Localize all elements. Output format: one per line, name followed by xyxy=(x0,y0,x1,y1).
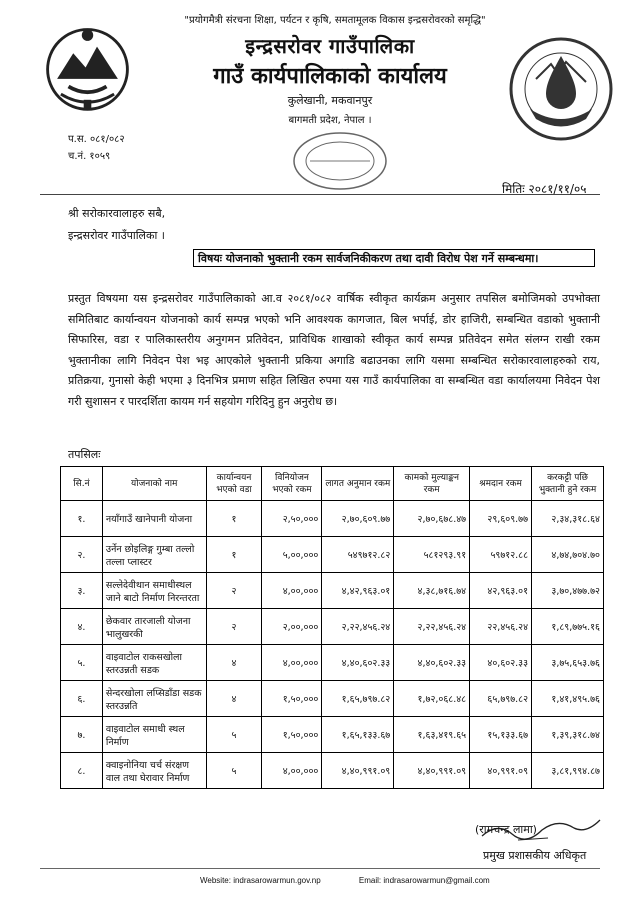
column-header: विनियोजन भएको रकम xyxy=(262,467,322,501)
table-cell: १,४१,४९५.७६ xyxy=(532,681,604,717)
table-cell: ४,४०,६०२.३३ xyxy=(394,645,470,681)
table-cell: १ xyxy=(206,537,262,573)
table-cell: ८. xyxy=(61,753,103,789)
table-cell: १. xyxy=(61,501,103,537)
table-row xyxy=(61,681,604,717)
table-cell: २,२२,४५६.२४ xyxy=(394,609,470,645)
table-cell: ३,७५,६५३.७६ xyxy=(532,645,604,681)
municipality-name: इन्द्रसरोवर गाउँपालिका xyxy=(245,34,415,58)
column-header: लागत अनुमान रकम xyxy=(322,467,394,501)
footer-email: Email: indrasarowarmun@gmail.com xyxy=(358,876,490,885)
footer-website: Website: indrasarowarmun.gov.np xyxy=(200,876,321,885)
table-cell: सेन्दरखोला लप्सिडाँडा सडक स्तरउन्नति xyxy=(102,681,206,717)
table-cell: ६५,७९७.८२ xyxy=(470,681,532,717)
table-cell: ४ xyxy=(206,645,262,681)
reference-number: प.स. ०८१/०८२ xyxy=(68,134,125,145)
municipality-seal-icon xyxy=(506,34,616,144)
table-cell: ५९७१२.८८ xyxy=(470,537,532,573)
table-row xyxy=(61,645,604,681)
table-cell: २,००,००० xyxy=(262,609,322,645)
table-cell: २,५०,००० xyxy=(262,501,322,537)
table-cell: ५ xyxy=(206,753,262,789)
table-cell: ४,००,००० xyxy=(262,573,322,609)
payment-table xyxy=(60,466,604,789)
table-cell: १ xyxy=(206,501,262,537)
dispatch-number: च.नं. १०५९ xyxy=(68,151,111,162)
column-header: कार्यान्वयन भएको वडा xyxy=(206,467,262,501)
office-stamp-icon xyxy=(290,130,390,192)
address-line-2: बागमती प्रदेश, नेपाल । xyxy=(288,115,372,126)
motto: "प्रयोगमैत्री संरचना शिक्षा, पर्यटन र कृषि, समतामूलक विकास इन्द्रसरोवरको समृद्धि" xyxy=(184,15,486,26)
column-header: सि.नं xyxy=(61,467,103,501)
table-cell: उर्नेन छोइलिङ्ग गुम्बा तल्लो तल्ला प्लास्टर xyxy=(102,537,206,573)
table-cell: वाइवाटोल राकसखोला स्तरउन्नती सडक xyxy=(102,645,206,681)
table-cell: छेकवार तारजाली योजना भालुखरकी xyxy=(102,609,206,645)
table-cell: ४,७४,७०४.७० xyxy=(532,537,604,573)
header-divider xyxy=(40,194,600,195)
subject-line: विषयः योजनाको भुक्तानी रकम सार्वजनिकीकरण तथा दावी विरोध पेश गर्ने सम्बन्धमा। xyxy=(193,249,595,267)
table-cell: ४,४०,९९१.०९ xyxy=(394,753,470,789)
table-cell: ४,००,००० xyxy=(262,753,322,789)
table-cell: ४०,९९१.०९ xyxy=(470,753,532,789)
table-cell: २ xyxy=(206,609,262,645)
recipient-line-1: श्री सरोकारवालाहरु सबै, xyxy=(68,207,166,220)
table-row xyxy=(61,573,604,609)
table-row xyxy=(61,501,604,537)
table-cell: १,५०,००० xyxy=(262,717,322,753)
table-cell: १,८९,७७५.१६ xyxy=(532,609,604,645)
table-cell: सल्लेदेवीथान समाधीस्थल जाने बाटो निर्माण निरन्तरता xyxy=(102,573,206,609)
nepal-emblem-icon xyxy=(40,20,135,115)
table-cell: २ xyxy=(206,573,262,609)
table-row xyxy=(61,609,604,645)
details-label: तपसिलः xyxy=(68,448,101,461)
table-cell: ३,८१,९९४.८७ xyxy=(532,753,604,789)
table-cell: २,२२,४५६.२४ xyxy=(322,609,394,645)
column-header: श्रमदान रकम xyxy=(470,467,532,501)
table-cell: ५ xyxy=(206,717,262,753)
table-cell: ५,००,००० xyxy=(262,537,322,573)
table-cell: ४,४०,९९१.०९ xyxy=(322,753,394,789)
table-cell: ४,३८,७१६.७४ xyxy=(394,573,470,609)
table-cell: ५८१२९३.९१ xyxy=(394,537,470,573)
table-cell: १,७२,०६८.४८ xyxy=(394,681,470,717)
table-cell: ५. xyxy=(61,645,103,681)
table-cell: ५४९७१२.८२ xyxy=(322,537,394,573)
column-header: योजनाको नाम xyxy=(102,467,206,501)
table-cell: २. xyxy=(61,537,103,573)
table-cell: १,६५,१३३.६७ xyxy=(322,717,394,753)
office-name: गाउँ कार्यपालिकाको कार्यालय xyxy=(213,64,447,89)
table-cell: क्वाइनोनिया चर्च संरक्षण वाल तथा घेरावार निर्माण xyxy=(102,753,206,789)
table-cell: वाइवाटोल समाधी स्थल निर्माण xyxy=(102,717,206,753)
footer xyxy=(200,876,526,885)
table-cell: ७. xyxy=(61,717,103,753)
recipient-line-2: इन्द्रसरोवर गाउँपालिका । xyxy=(68,229,165,242)
footer-divider xyxy=(40,868,600,869)
table-cell: ४,४०,६०२.३३ xyxy=(322,645,394,681)
signatory-designation: प्रमुख प्रशासकीय अधिकृत xyxy=(483,849,587,862)
column-header: कामको मुल्याङ्कन रकम xyxy=(394,467,470,501)
signatory-name: (रामचन्द्र लामा) xyxy=(475,823,537,836)
table-cell: २९,६०९.७७ xyxy=(470,501,532,537)
table-cell: २,३४,३१८.६४ xyxy=(532,501,604,537)
table-cell: १५,१३३.६७ xyxy=(470,717,532,753)
table-cell: ४,४२,९६३.०१ xyxy=(322,573,394,609)
table-cell: २,७०,६७८.४७ xyxy=(394,501,470,537)
table-cell: ४ xyxy=(206,681,262,717)
table-cell: ६. xyxy=(61,681,103,717)
table-row xyxy=(61,537,604,573)
table-cell: १,६५,७९७.८२ xyxy=(322,681,394,717)
table-cell: २,७०,६०९.७७ xyxy=(322,501,394,537)
table-row xyxy=(61,753,604,789)
table-cell: १,३९,३१८.७४ xyxy=(532,717,604,753)
table-cell: ४०,६०२.३३ xyxy=(470,645,532,681)
table-cell: ४२,९६३.०१ xyxy=(470,573,532,609)
table-cell: ३. xyxy=(61,573,103,609)
table-cell: नयाँगाउँ खानेपानी योजना xyxy=(102,501,206,537)
table-cell: १,५०,००० xyxy=(262,681,322,717)
letter-date: मितिः २०८१/११/०५ xyxy=(502,182,587,196)
table-cell: १,६३,४१९.६५ xyxy=(394,717,470,753)
body-paragraph: प्रस्तुत विषयमा यस इन्द्रसरोवर गाउँपालिकाको आ.व २०८१/०८२ वार्षिक स्वीकृत कार्यक्रम अनुसार तपसिल बमोजिमको उपभोक्ता समितिबाट कार्यान्वयन योजनाको कार्य सम्पन्न भएको भनि आवश्यक कागजात, बिल भर्पाई, डोर हाजिरी, सम्बन्धित वडाको भुक्तानी सिफारिस, वडा र पालिकास्तरीय अनुगमन प्रतिवेदन, प्राविधिक शाखाको स्वीकृत कार्य सम्पन्न प्रतिवेदन समेत संलग्न राखी रकम भुक्तानीका लागि निवेदन पेश भइ आएकोले भुक्तानी प्रकिया अगाडि बढाउनका लागि यसमा सम्बन्धित सरोकारवालाहरुको राय, प्रतिक्रया, गुनासो केही भएमा ३ दिनभित्र प्रमाण सहित लिखित रुपमा यस गाउँ कार्यपालिका वा सम्बन्धित वडा कार्यालयमा निवेदन पेश गरी सुशासन र पारदर्शिता कायम गर्न सहयोग गरिदिनु हुन अनुरोध छ। xyxy=(68,292,600,408)
table-cell: ४. xyxy=(61,609,103,645)
address-line-1: कुलेखानी, मकवानपुर xyxy=(287,94,373,107)
table-cell: २२,४५६.२४ xyxy=(470,609,532,645)
table-cell: ३,७०,४७७.७२ xyxy=(532,573,604,609)
table-header-row xyxy=(61,467,604,501)
table-row xyxy=(61,717,604,753)
column-header: करकट्टी पछि भुक्तानी हुने रकम xyxy=(532,467,604,501)
table-cell: ४,००,००० xyxy=(262,645,322,681)
